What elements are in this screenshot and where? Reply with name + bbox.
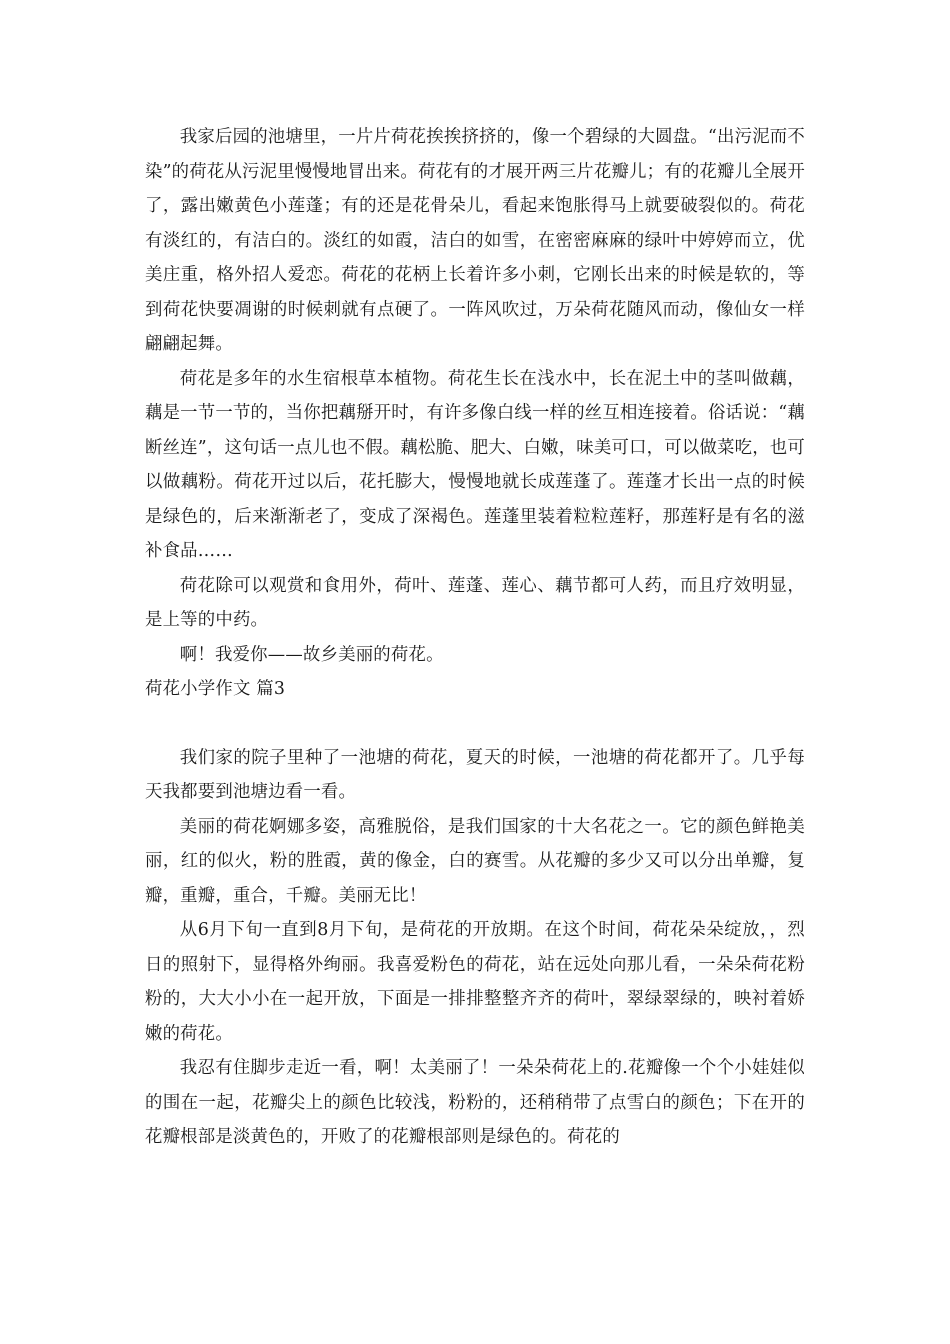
paragraph: 我们家的院子里种了一池塘的荷花，夏天的时候，一池塘的荷花都开了。几乎每天我都要到池塘边看一看。 bbox=[145, 747, 805, 802]
essay-section-1 bbox=[145, 120, 805, 672]
paragraph: 荷花是多年的水生宿根草本植物。荷花生长在浅水中，长在泥土中的茎叫做藕，藕是一节一节的，当你把藕掰开时，有许多像白线一样的丝互相连接着。俗话说：“藕断丝连”，这句话一点儿也不假。藕松脆、肥大、白嫩，味美可口，可以做菜吃，也可以做藕粉。荷花开过以后，花托膨大，慢慢地就长成莲蓬了。莲蓬才长出一点的时候是绿色的，后来渐渐老了，变成了深褐色。莲蓬里装着粒粒莲籽，那莲籽是有名的滋补食品…… bbox=[145, 368, 805, 561]
section-heading: 荷花小学作文 篇3 bbox=[145, 679, 286, 699]
document-page bbox=[145, 120, 805, 1155]
paragraph: 荷花除可以观赏和食用外，荷叶、莲蓬、莲心、藕节都可人药，而且疗效明显，是上等的中药。 bbox=[145, 575, 805, 630]
paragraph: 从6月下旬一直到8月下旬，是荷花的开放期。在这个时间，荷花朵朵绽放，，烈日的照射下，显得格外绚丽。我喜爱粉色的荷花，站在远处向那儿看，一朵朵荷花粉粉的，大大小小在一起开放，下面是一排排整整齐齐的荷叶，翠绿翠绿的，映衬着娇嫩的荷花。 bbox=[145, 920, 805, 1044]
paragraph: 美丽的荷花婀娜多姿，高雅脱俗，是我们国家的十大名花之一。它的颜色鲜艳美丽，红的似火，粉的胜霞，黄的像金，白的赛雪。从花瓣的多少又可以分出单瓣，复瓣，重瓣，重合，千瓣。美丽无比！ bbox=[145, 816, 805, 906]
paragraph: 我忍有住脚步走近一看，啊！太美丽了！一朵朵荷花上的.花瓣像一个个小娃娃似的围在一起，花瓣尖上的颜色比较浅，粉粉的，还稍稍带了点雪白的颜色；下在开的花瓣根部是淡黄色的，开败了的花瓣根部则是绿色的。荷花的 bbox=[145, 1058, 805, 1147]
paragraph: 我家后园的池塘里，一片片荷花挨挨挤挤的，像一个碧绿的大圆盘。“出污泥而不染”的荷花从污泥里慢慢地冒出来。荷花有的才展开两三片花瓣儿；有的花瓣儿全展开了，露出嫩黄色小莲蓬；有的还是花骨朵儿，看起来饱胀得马上就要破裂似的。荷花有淡红的，有洁白的。淡红的如霞，洁白的如雪，在密密麻麻的绿叶中婷婷而立，优美庄重，格外招人爱恋。荷花的花柄上长着许多小刺，它刚长出来的时候是软的，等到荷花快要凋谢的时候刺就有点硬了。一阵风吹过，万朵荷花随风而动，像仙女一样翩翩起舞。 bbox=[145, 127, 805, 354]
essay-section-2 bbox=[145, 741, 805, 1155]
blank-line bbox=[145, 707, 805, 741]
paragraph: 啊！我爱你——故乡美丽的荷花。 bbox=[179, 644, 444, 665]
